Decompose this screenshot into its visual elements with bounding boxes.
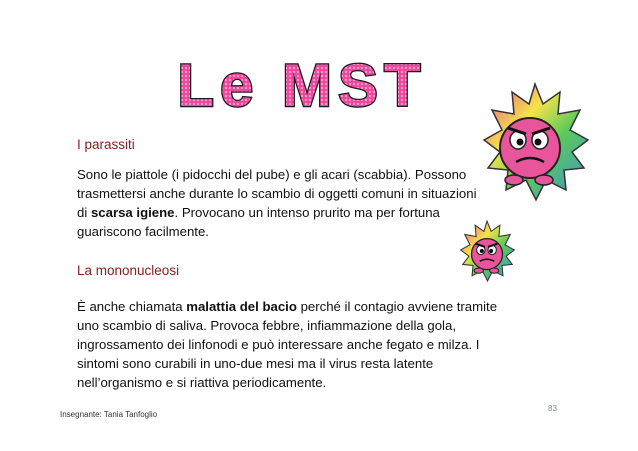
text-part: Sono le piattole (i pidocchi del pube) e gli acari (scabbia). Possono trasmettersi anche durante lo scambio di oggetti comuni in situazioni di xyxy=(77,167,477,220)
section-text-mononucleosi xyxy=(77,297,507,392)
slide-title xyxy=(152,54,452,116)
text-part: perché il contagio avviene tramite uno scambio di saliva. Provoca febbre, infiammazione della gola, ingrossamento dei linfonodi e può interessare anche fegato e milza. I sintomi sono curabili in uno-due mesi ma il virus resta latente nell’organismo e si riattiva periodicamente. xyxy=(77,299,498,390)
germ-mascot-large-icon xyxy=(480,82,590,202)
text-part: È anche chiamata xyxy=(77,299,187,314)
bold-term: scarsa igiene xyxy=(90,205,175,220)
germ-mascot-small-icon xyxy=(458,220,516,282)
page-number: 83 xyxy=(548,404,557,413)
section-heading-mononucleosi: La mononucleosi xyxy=(77,263,180,278)
title-text: Le MST xyxy=(177,54,427,116)
footer-author: Insegnante: Tania Tanfoglio xyxy=(60,410,158,419)
bold-term: malattia del bacio xyxy=(186,299,297,314)
text-part: . Provocano un intenso prurito ma per fortuna guariscono facilmente. xyxy=(77,205,440,239)
title-wordart xyxy=(152,54,452,116)
section-heading-parassiti: I parassiti xyxy=(77,137,135,152)
section-text-parassiti xyxy=(77,165,477,241)
